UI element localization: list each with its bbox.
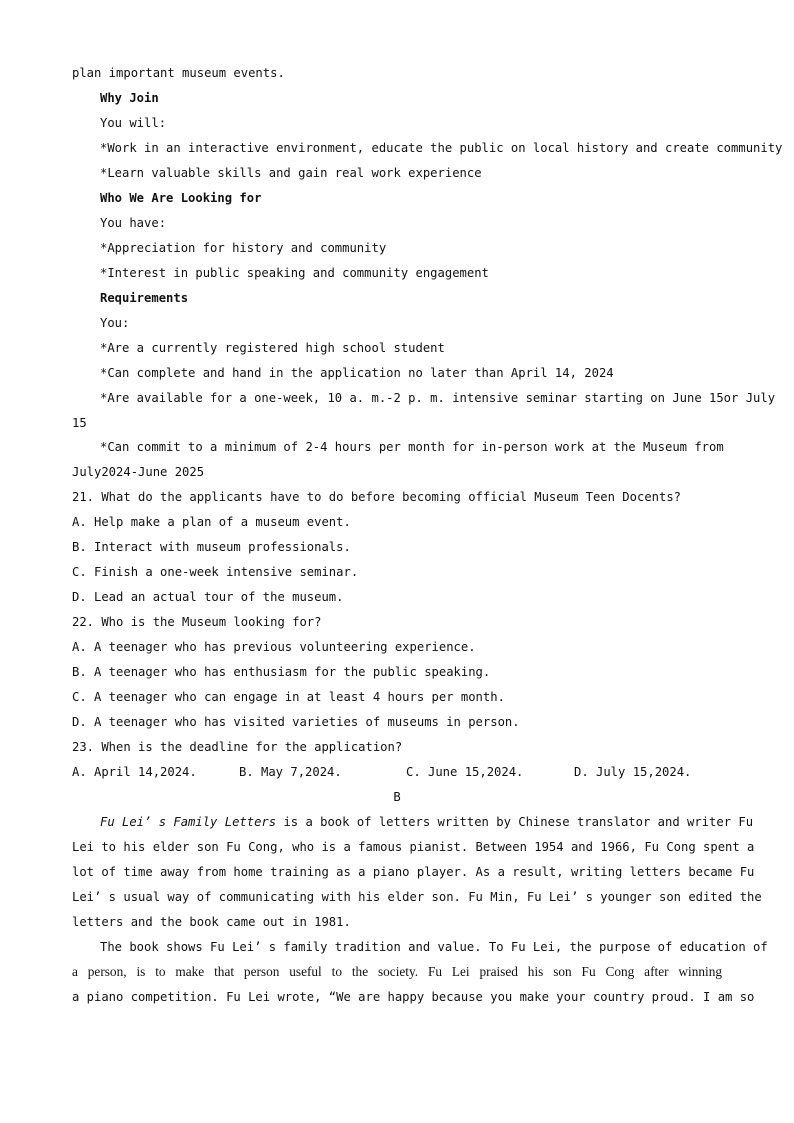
passage-line: Lei’ s usual way of communicating with his elder son. Fu Min, Fu Lei’ s younger son edited the [72, 890, 762, 904]
requirement-item: *Are available for a one-week, 10 a. m.-2 p. m. intensive seminar starting on June 15or July [100, 391, 776, 405]
why-join-heading: Why Join [100, 91, 159, 105]
intro-tail: plan important museum events. [72, 66, 285, 80]
question-stem: 21. What do the applicants have to do before becoming official Museum Teen Docents? [72, 490, 682, 504]
requirement-item: *Are a currently registered high school student [100, 341, 445, 355]
why-join-item: *Learn valuable skills and gain real work experience [100, 166, 482, 180]
requirements-heading: Requirements [100, 291, 189, 305]
answer-option: D. Lead an actual tour of the museum. [72, 590, 344, 604]
passage-line: letters and the book came out in 1981. [72, 915, 351, 929]
passage-line: The book shows Fu Lei’ s family tradition and value. To Fu Lei, the purpose of education of [100, 940, 768, 954]
why-join-lead: You will: [100, 116, 167, 130]
answer-option: D. July 15,2024. [574, 765, 692, 779]
passage-line: a piano competition. Fu Lei wrote, “We are happy because you make your country proud. I am so [72, 990, 755, 1004]
answer-option: A. Help make a plan of a museum event. [72, 515, 351, 529]
answer-option: B. A teenager who has enthusiasm for the public speaking. [72, 665, 491, 679]
requirement-item: *Can commit to a minimum of 2-4 hours per month for in-person work at the Museum from [100, 440, 724, 454]
answer-option: B. Interact with museum professionals. [72, 540, 351, 554]
answer-option: C. Finish a one-week intensive seminar. [72, 565, 359, 579]
answer-option: D. A teenager who has visited varieties of museums in person. [72, 715, 520, 729]
who-item: *Interest in public speaking and community engagement [100, 266, 489, 280]
question-stem: 22. Who is the Museum looking for? [72, 615, 322, 629]
question-stem: 23. When is the deadline for the application? [72, 740, 403, 754]
requirements-lead: You: [100, 316, 130, 330]
who-lead: You have: [100, 216, 167, 230]
why-join-item: *Work in an interactive environment, educate the public on local history and create community [100, 141, 783, 155]
requirement-item-continued: July2024-June 2025 [72, 465, 205, 479]
requirement-item: *Can complete and hand in the application no later than April 14, 2024 [100, 366, 614, 380]
passage-line: Lei to his elder son Fu Cong, who is a famous pianist. Between 1954 and 1966, Fu Cong spent a [72, 840, 755, 854]
passage-line: Fu Lei’ s Family Letters is a book of letters written by Chinese translator and writer Fu [100, 815, 754, 829]
passage-line: lot of time away from home training as a piano player. As a result, writing letters became Fu [72, 865, 755, 879]
answer-option: C. A teenager who can engage in at least 4 hours per month. [72, 690, 505, 704]
passage-line: a person, is to make that person useful to the society. Fu Lei praised his son Fu Cong after winning [72, 964, 722, 979]
book-title: Fu Lei’ s Family Letters [100, 815, 277, 829]
answer-option: B. May 7,2024. [239, 765, 342, 779]
answer-option: C. June 15,2024. [406, 765, 524, 779]
requirement-item-continued: 15 [72, 416, 87, 430]
answer-option: A. A teenager who has previous volunteering experience. [72, 640, 476, 654]
answer-option: A. April 14,2024. [72, 765, 197, 779]
who-item: *Appreciation for history and community [100, 241, 387, 255]
who-heading: Who We Are Looking for [100, 191, 262, 205]
section-label: B [393, 790, 401, 804]
